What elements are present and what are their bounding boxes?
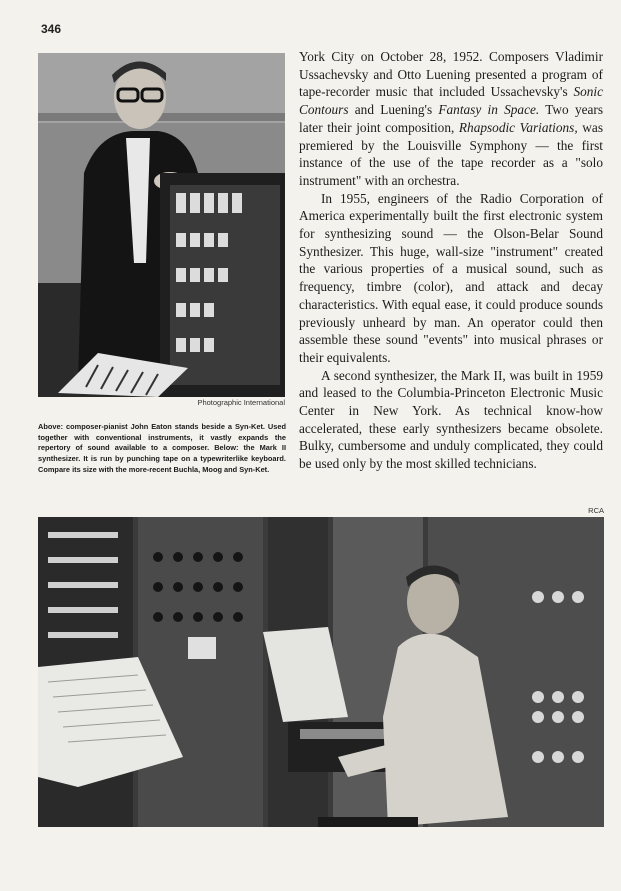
photo-mark-ii-synthesizer	[38, 517, 604, 827]
paragraph-1: York City on October 28, 1952. Composers Vladimir Ussachevsky and Otto Luening presented a program of tape-recorder music that included Ussachevsky's Sonic Contours and Luening's Fantasy in Space. Two years later their joint composition, Rhapsodic Variations, was premiered by the Louisville Symphony — the first instance of the use of the tape recorder as a "solo instrument" with an orchestra.	[299, 49, 603, 188]
page-number: 346	[41, 22, 62, 36]
photo-caption: Above: composer-pianist John Eaton stands beside a Syn-Ket. Used together with conventional instruments, it vastly expands the repertory of sound available to a composer. Below: the Mark II synthesizer. It is run by punching tape on a typewriterlike keyboard. Compare its size with the more-recent Buchla, Moog and Syn-Ket.	[38, 422, 286, 474]
paragraph-2: In 1955, engineers of the Radio Corporation of America experimentally built the first electronic system for synthesizing sound — the Olson-Belar Sound Synthesizer. This huge, wall-size "instrument" created the various properties of a musical sound, such as frequency, timbre (color), and attack and decay characteristics. With equal ease, it could produce sounds previously unheard by man. An operator could then assemble these sound "events" into musical phrases or their equivalents.	[299, 190, 603, 365]
photo-credit-bottom: RCA	[588, 506, 604, 515]
photo-john-eaton-synket	[38, 53, 285, 397]
article-body	[299, 48, 603, 473]
paragraph-3: A second synthesizer, the Mark II, was built in 1959 and leased to the Columbia-Princeton Electronic Music Center in New York. As technical know-how accelerated, these early synthesizers became obsolete. Bulky, cumbersome and unduly complicated, they could be used only by the most skilled technicians.	[299, 367, 603, 472]
photo-credit-top: Photographic International	[197, 398, 285, 407]
